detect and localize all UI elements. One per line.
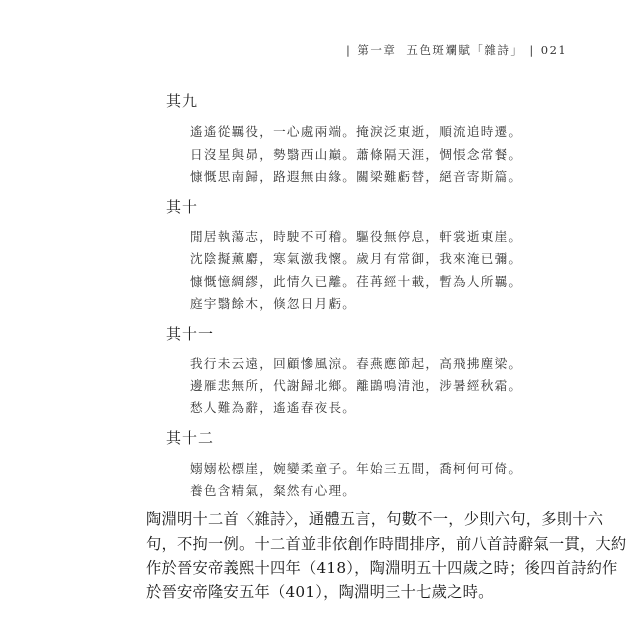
commentary-line-2: 句，不拘一例。十二首並非依創作時間排序，前八首詩辭氣一貫，大約 bbox=[146, 535, 627, 553]
chapter-label: 第一章 bbox=[357, 43, 397, 57]
poem-title-11: 其十一 bbox=[166, 325, 215, 343]
poem-10-line-3: 慷慨憶綢繆，此情久已離。荏苒經十載，暫為人所羈。 bbox=[190, 274, 523, 289]
header-bar-left: | bbox=[346, 43, 352, 57]
poem-9-line-3: 慷慨思南歸，路遐無由緣。關梁難虧替，絕音寄斯篇。 bbox=[190, 169, 523, 184]
poem-10-line-4: 庭宇翳餘木，倏忽日月虧。 bbox=[190, 296, 357, 311]
poem-11-line-1: 我行未云遠，回顧慘風涼。春燕應節起，高飛拂塵梁。 bbox=[190, 356, 523, 371]
poem-11-line-3: 愁人難為辭，遙遙春夜長。 bbox=[190, 400, 357, 415]
chapter-title: 五色斑斕賦「雜詩」 bbox=[406, 43, 524, 57]
running-header bbox=[340, 42, 567, 58]
poem-title-10: 其十 bbox=[166, 198, 199, 216]
commentary-line-1: 陶淵明十二首〈雜詩〉，通體五言，句數不一，少則六句，多則十六 bbox=[146, 510, 604, 528]
commentary-line-3: 作於晉安帝義熙十四年（418），陶淵明五十四歲之時；後四首詩約作 bbox=[146, 559, 618, 577]
poem-title-9: 其九 bbox=[166, 92, 199, 110]
page-number: 021 bbox=[540, 43, 568, 57]
poem-title-12: 其十二 bbox=[166, 429, 215, 447]
commentary-line-4: 於晉安帝隆安五年（401），陶淵明三十七歲之時。 bbox=[146, 583, 494, 601]
poem-10-line-2: 沈陰擬薰麝，寒氣激我懷。歲月有常御，我來淹已彌。 bbox=[190, 251, 523, 266]
poem-9-line-2: 日沒星與昴，勢翳西山巔。蕭條隔天涯，惆悵念常餐。 bbox=[190, 147, 523, 162]
poem-9-line-1: 遙遙從羈役，一心處兩端。掩淚泛東逝，順流追時遷。 bbox=[190, 124, 523, 139]
poem-11-line-2: 邊雁悲無所，代謝歸北鄉。離鵾鳴清池，涉暑經秋霜。 bbox=[190, 378, 523, 393]
poem-10-line-1: 閒居執蕩志，時駛不可稽。驅役無停息，軒裳逝東崖。 bbox=[190, 229, 523, 244]
header-bar-right: | bbox=[529, 43, 535, 57]
poem-12-line-1: 嫋嫋松標崖，婉孌柔童子。年始三五間，喬柯何可倚。 bbox=[190, 461, 523, 476]
poem-12-line-2: 養色含精氣，粲然有心理。 bbox=[190, 483, 357, 498]
